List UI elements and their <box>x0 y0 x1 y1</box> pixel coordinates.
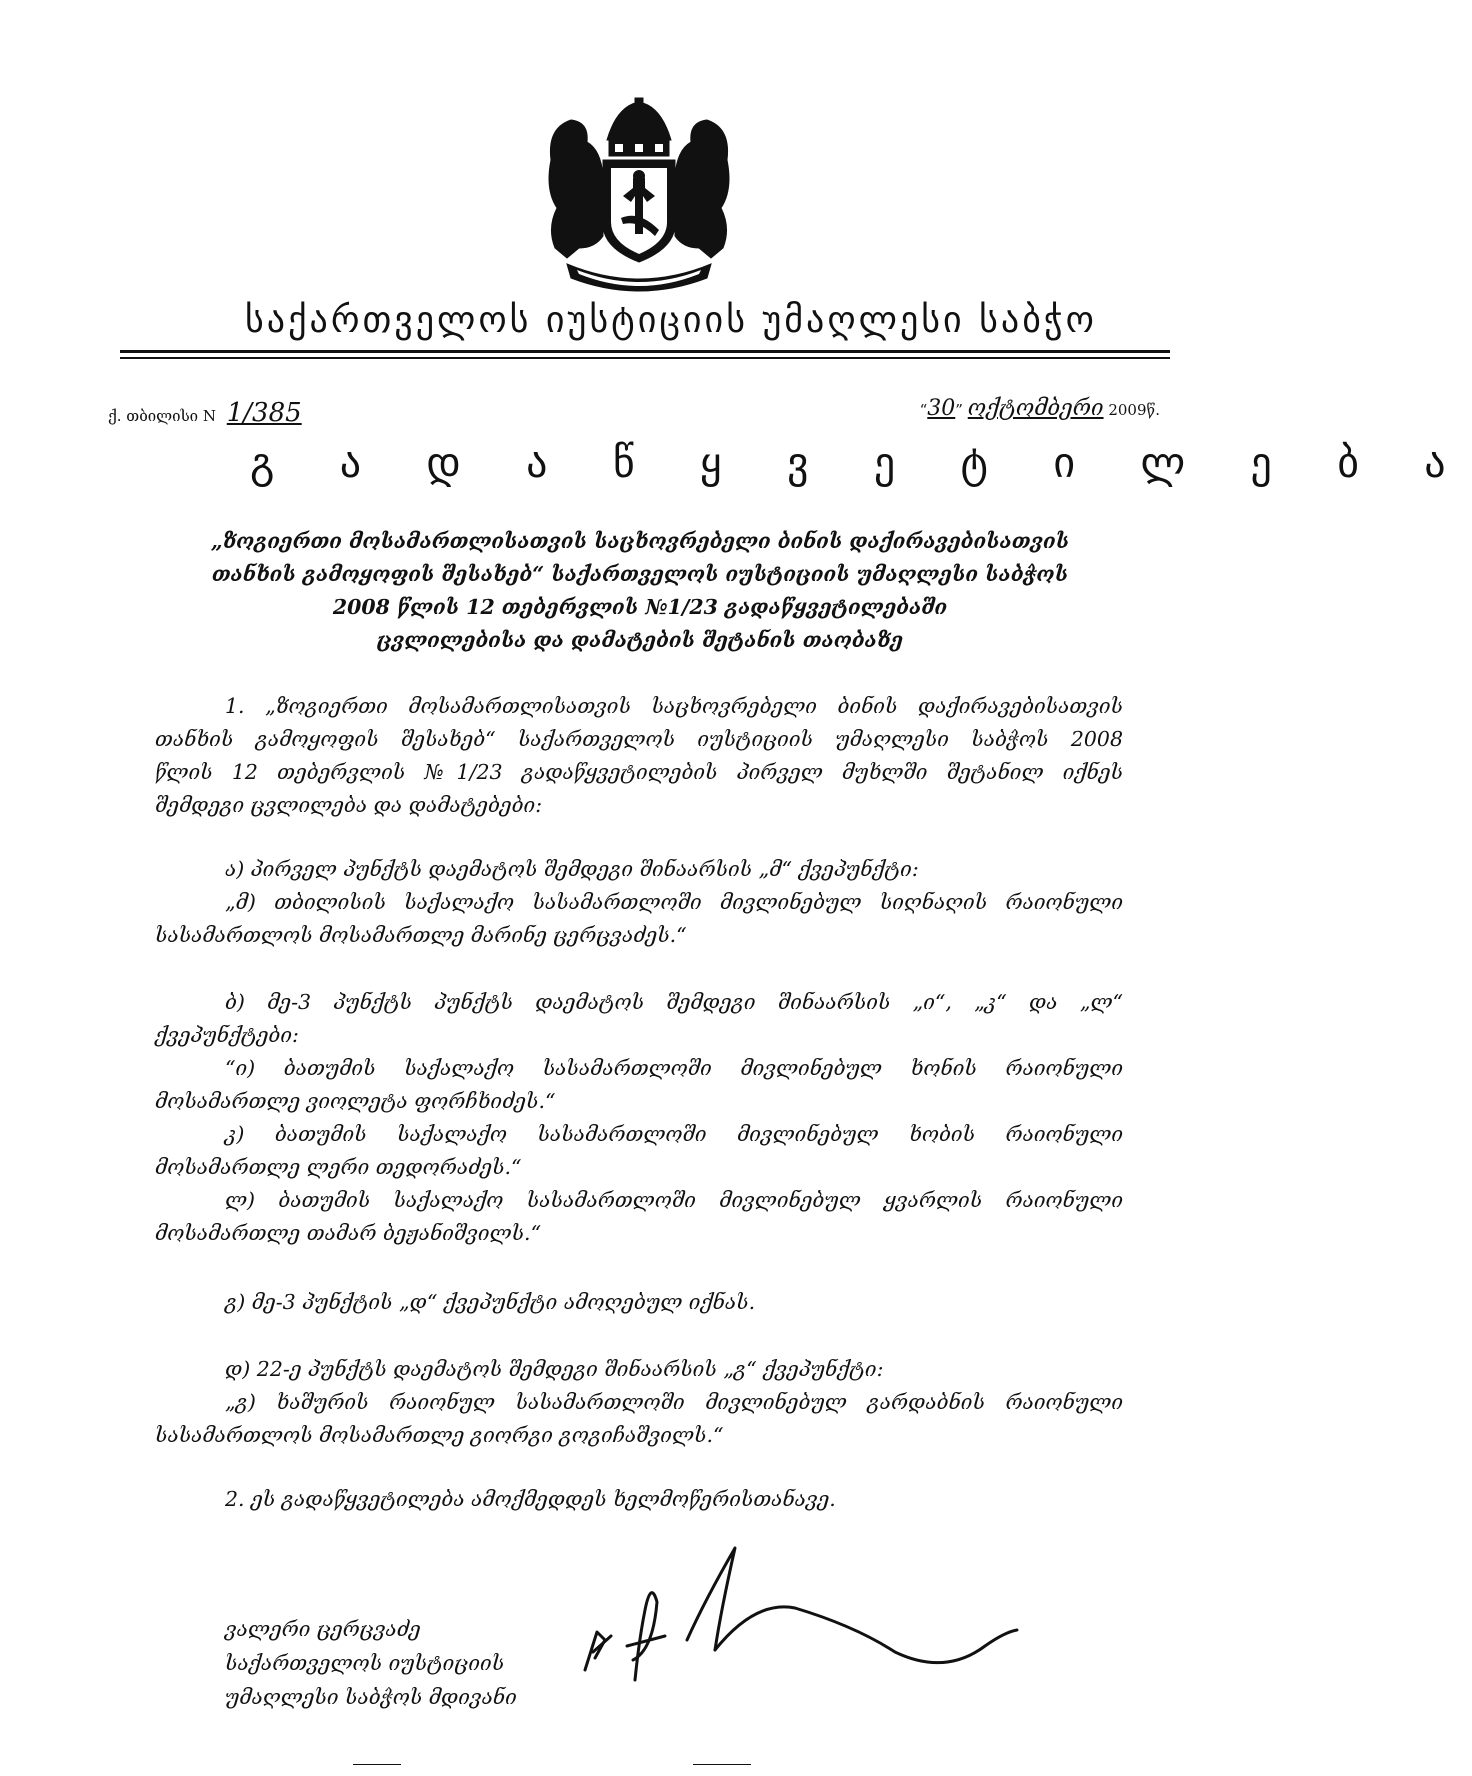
institution-title: საქართველოს იუსტიციის უმაღლესი საბჭო <box>245 300 1097 341</box>
signer-name: ვალერი ცერცვაძე <box>225 1617 421 1641</box>
text-line: „გ) ხაშურის რაიონულ სასამართლოში მივლინებულ გარდაბნის რაიონული <box>225 1390 1123 1414</box>
text-line: შემდეგი ცვლილება და დამატებები: <box>155 793 543 817</box>
text-line: სასამართლოს მოსამართლე გიორგი გოგიჩაშვილს.“ <box>155 1423 724 1447</box>
date-year: 2009წ. <box>1108 401 1160 419</box>
text-line: „მ) თბილისის საქალაქო სასამართლოში მივლინებულ სიღნაღის რაიონული <box>225 890 1123 914</box>
heading-line: 2008 წლის 12 თებერვლის №1/23 გადაწყვეტილებაში <box>332 595 948 619</box>
signer-title-line: უმაღლესი საბჭოს მდივანი <box>225 1685 517 1709</box>
text-line: გ) მე-3 პუნქტის „დ“ ქვეპუნქტი ამოღებულ იქნას. <box>225 1290 756 1314</box>
text-line: თანხის გამოყოფის შესახებ“ საქართველოს იუსტიციის უმაღლესი საბჭოს 2008 <box>155 727 1123 751</box>
text-line: კ) ბათუმის საქალაქო სასამართლოში მივლინებულ ხობის რაიონული <box>225 1122 1123 1146</box>
text-line: მოსამართლე ლერი თედორაძეს.“ <box>155 1155 522 1179</box>
heading-line: თანხის გამოყოფის შესახებ“ საქართველოს იუსტიციის უმაღლესი საბჭოს <box>211 562 1069 586</box>
header-rule-thin <box>120 357 1170 359</box>
text-line: დ) 22-ე პუნქტს დაემატოს შემდეგი შინაარსის „გ“ ქვეპუნქტი: <box>225 1357 884 1381</box>
coat-of-arms-emblem <box>537 98 741 288</box>
text-line: ქვეპუნქტები: <box>155 1023 299 1047</box>
paragraph-1 <box>155 690 1123 822</box>
header-rule <box>120 350 1170 353</box>
resolution-heading <box>190 525 1090 657</box>
paragraph-2 <box>155 1483 1123 1516</box>
item-b <box>155 986 1123 1250</box>
heading-line: ცვლილებისა და დამატების შეტანის თაობაზე <box>376 628 904 652</box>
text-line: მოსამართლე თამარ ბეჟანიშვილს.“ <box>155 1221 542 1245</box>
text-line: 2. ეს გადაწყვეტილება ამოქმედდეს ხელმოწერისთანავე. <box>225 1487 836 1511</box>
date-day: 30 <box>927 396 956 421</box>
signer-title-line: საქართველოს იუსტიციის <box>225 1651 505 1675</box>
text-line: “ი) ბათუმის საქალაქო სასამართლოში მივლინებულ ხონის რაიონული <box>225 1056 1123 1080</box>
heading-line: „ზოგიერთი მოსამართლისათვის საცხოვრებელი ბინის დაქირავებისათვის <box>210 529 1070 553</box>
text-line: მოსამართლე ვიოლეტა ფორჩხიძეს.“ <box>155 1089 556 1113</box>
text-line: ა) პირველ პუნქტს დაემატოს შემდეგი შინაარსის „მ“ ქვეპუნქტი: <box>225 857 919 881</box>
text-line: 1. „ზოგიერთი მოსამართლისათვის საცხოვრებელი ბინის დაქირავებისათვის <box>225 694 1123 718</box>
item-g <box>155 1286 1123 1319</box>
item-a <box>155 853 1123 952</box>
footer-mark <box>353 1764 401 1765</box>
reference-label: ქ. თბილისი N <box>108 407 216 425</box>
text-line: ბ) მე-3 პუნქტს პუნქტს დაემატოს შემდეგი შინაარსის „ი“, „კ“ და „ლ“ <box>225 990 1123 1014</box>
item-d <box>155 1353 1123 1452</box>
document-type-title: გ ა დ ა წ ყ ვ ე ტ ი ლ ე ბ ა <box>250 438 1472 487</box>
footer-mark <box>693 1764 751 1765</box>
text-line: სასამართლოს მოსამართლე მარინე ცერცვაძეს.“ <box>155 923 687 947</box>
handwritten-signature <box>565 1540 1045 1690</box>
reference-number <box>108 398 302 428</box>
signer-block <box>225 1612 517 1714</box>
reference-value: 1/385 <box>226 398 302 428</box>
date-month: ოქტომბერი <box>967 396 1104 421</box>
text-line: წლის 12 თებერვლის №1/23 გადაწყვეტილების პირველ მუხლში შეტანილ იქნეს <box>155 760 1123 784</box>
text-line: ლ) ბათუმის საქალაქო სასამართლოში მივლინებულ ყვარლის რაიონული <box>225 1188 1123 1212</box>
document-date: “30” ოქტომბერი 2009წ. <box>919 396 1160 421</box>
